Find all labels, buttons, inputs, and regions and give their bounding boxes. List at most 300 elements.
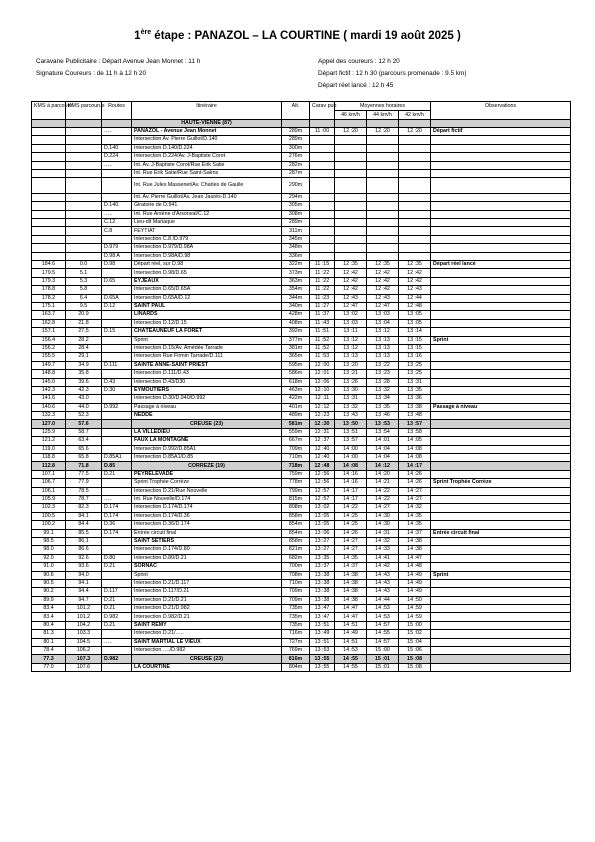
cell-carav bbox=[310, 227, 335, 235]
cell-carav bbox=[310, 244, 335, 252]
cell-observation bbox=[431, 504, 571, 512]
cell-time-46: 13 :57 bbox=[335, 437, 367, 445]
cell-observation bbox=[431, 378, 571, 386]
cell-kms-done: 92.6 bbox=[66, 554, 102, 562]
cell-kms-done: 28.4 bbox=[66, 344, 102, 352]
cell-observation bbox=[431, 244, 571, 252]
cell-alt: 340m bbox=[282, 303, 310, 311]
cell-kms-left: 148.8 bbox=[32, 370, 66, 378]
cell-time-44: 15 :01 bbox=[367, 663, 399, 671]
cell-time-46 bbox=[335, 119, 367, 127]
table-row bbox=[32, 386, 571, 394]
cell-time-44 bbox=[367, 235, 399, 243]
cell-route bbox=[102, 235, 132, 243]
cell-itineraire: SAINT RÉMY bbox=[132, 621, 282, 629]
cell-time-42: 14 :59 bbox=[399, 613, 431, 621]
cell-route bbox=[102, 353, 132, 361]
cell-kms-left: 78.4 bbox=[32, 647, 66, 655]
cell-carav: 13 :53 bbox=[310, 647, 335, 655]
cell-time-44 bbox=[367, 161, 399, 169]
header-routes: Routes bbox=[102, 102, 132, 120]
header-itineraire: Itinéraire bbox=[132, 102, 282, 120]
cell-time-46 bbox=[335, 136, 367, 144]
cell-kms-left bbox=[32, 169, 66, 177]
cell-kms-done: 5.1 bbox=[66, 269, 102, 277]
cell-time-42: 13 :25 bbox=[399, 361, 431, 369]
cell-itineraire: Int. Rue Jules Massenet/Av. Charles de Gaulle bbox=[132, 178, 282, 194]
cell-time-42: 14 :35 bbox=[399, 512, 431, 520]
info-right bbox=[318, 56, 466, 93]
cell-carav: 12 :30 bbox=[310, 420, 335, 428]
cell-time-42 bbox=[399, 252, 431, 260]
cell-time-46: 14 :17 bbox=[335, 495, 367, 503]
cell-kms-left: 92.0 bbox=[32, 554, 66, 562]
cell-carav bbox=[310, 169, 335, 177]
cell-carav: 11 :22 bbox=[310, 269, 335, 277]
cell-route bbox=[102, 336, 132, 344]
cell-alt: 759m bbox=[282, 470, 310, 478]
cell-kms-done: 34.9 bbox=[66, 361, 102, 369]
cell-route: D.140 bbox=[102, 202, 132, 210]
cell-kms-left: 77.3 bbox=[32, 655, 66, 663]
cell-time-42: 14 :27 bbox=[399, 487, 431, 495]
cell-alt: 735m bbox=[282, 621, 310, 629]
cell-route: D.65A bbox=[102, 294, 132, 302]
cell-kms-left: 89.9 bbox=[32, 596, 66, 604]
cell-time-46: 13 :43 bbox=[335, 412, 367, 420]
table-row bbox=[32, 370, 571, 378]
cell-route bbox=[102, 487, 132, 495]
table-row bbox=[32, 529, 571, 537]
cell-observation bbox=[431, 161, 571, 169]
cell-kms-done: 43.0 bbox=[66, 395, 102, 403]
cell-route bbox=[102, 479, 132, 487]
cell-observation: Sprint bbox=[431, 336, 571, 344]
cell-observation bbox=[431, 252, 571, 260]
cell-observation bbox=[431, 470, 571, 478]
cell-observation bbox=[431, 596, 571, 604]
cell-carav: 13 :47 bbox=[310, 605, 335, 613]
cell-carav: 12 :40 bbox=[310, 454, 335, 462]
cell-carav: 13 :05 bbox=[310, 512, 335, 520]
table-row bbox=[32, 178, 571, 194]
cell-kms-done: 42.3 bbox=[66, 386, 102, 394]
cell-kms-left bbox=[32, 136, 66, 144]
cell-kms-done: 104.2 bbox=[66, 621, 102, 629]
cell-itineraire: Int. Rue Nouvelle/D.174 bbox=[132, 495, 282, 503]
cell-time-44: 14 :33 bbox=[367, 546, 399, 554]
table-row bbox=[32, 202, 571, 210]
table-row bbox=[32, 395, 571, 403]
cell-alt: 381m bbox=[282, 344, 310, 352]
header-kms-done: KMS parcourus bbox=[66, 102, 102, 120]
cell-time-46 bbox=[335, 169, 367, 177]
cell-time-44: 14 :21 bbox=[367, 479, 399, 487]
cell-carav: 13 :38 bbox=[310, 596, 335, 604]
cell-carav bbox=[310, 202, 335, 210]
cell-time-42: 15 :08 bbox=[399, 655, 431, 663]
table-row bbox=[32, 470, 571, 478]
cell-kms-done bbox=[66, 202, 102, 210]
cell-kms-left: 90.6 bbox=[32, 571, 66, 579]
cell-alt: 408m bbox=[282, 319, 310, 327]
cell-alt: 422m bbox=[282, 395, 310, 403]
cell-time-44 bbox=[367, 252, 399, 260]
cell-carav: 13 :51 bbox=[310, 638, 335, 646]
cell-route: D.98 bbox=[102, 261, 132, 269]
cell-alt: 682m bbox=[282, 554, 310, 562]
table-row bbox=[32, 244, 571, 252]
cell-time-42: 13 :36 bbox=[399, 395, 431, 403]
cell-alt: 354m bbox=[282, 286, 310, 294]
cell-time-42: 14 :47 bbox=[399, 554, 431, 562]
cell-itineraire: Intersection D.140/D.224 bbox=[132, 144, 282, 152]
cell-observation bbox=[431, 344, 571, 352]
cell-time-46: 14 :27 bbox=[335, 537, 367, 545]
cell-route bbox=[102, 169, 132, 177]
cell-kms-done: 77.9 bbox=[66, 479, 102, 487]
cell-kms-left: 91.0 bbox=[32, 563, 66, 571]
cell-itineraire: Intersection D.174/D.36 bbox=[132, 512, 282, 520]
cell-alt: 336m bbox=[282, 252, 310, 260]
cell-alt: 710m bbox=[282, 579, 310, 587]
cell-kms-done: 63.4 bbox=[66, 437, 102, 445]
cell-time-46: 14 :38 bbox=[335, 579, 367, 587]
cell-kms-left: 106.1 bbox=[32, 487, 66, 495]
cell-kms-left: 83.4 bbox=[32, 605, 66, 613]
cell-time-44: 15 :01 bbox=[367, 655, 399, 663]
cell-kms-left: 107.1 bbox=[32, 470, 66, 478]
cell-alt: 581m bbox=[282, 420, 310, 428]
cell-time-42 bbox=[399, 227, 431, 235]
cell-route: D.21 bbox=[102, 621, 132, 629]
cell-route: D.992 bbox=[102, 403, 132, 411]
cell-itineraire: Intersection D.98A/D.98 bbox=[132, 252, 282, 260]
cell-time-44: 12 :42 bbox=[367, 269, 399, 277]
cell-kms-left: 184.6 bbox=[32, 261, 66, 269]
cell-carav: 13 :51 bbox=[310, 621, 335, 629]
cell-carav: 12 :37 bbox=[310, 437, 335, 445]
cell-route bbox=[102, 370, 132, 378]
cell-route: C.12 bbox=[102, 219, 132, 227]
cell-carav bbox=[310, 252, 335, 260]
cell-route bbox=[102, 571, 132, 579]
cell-itineraire: Lieu-dit Mariaque bbox=[132, 219, 282, 227]
cell-time-44: 14 :30 bbox=[367, 512, 399, 520]
cell-time-44: 13 :35 bbox=[367, 403, 399, 411]
cell-kms-left: 98.0 bbox=[32, 546, 66, 554]
cell-time-46: 14 :27 bbox=[335, 546, 367, 554]
cell-observation: Départ fictif bbox=[431, 127, 571, 135]
cell-itineraire: FAUX LA MONTAGNE bbox=[132, 437, 282, 445]
cell-observation bbox=[431, 235, 571, 243]
cell-route bbox=[102, 311, 132, 319]
table-row bbox=[32, 638, 571, 646]
cell-time-46 bbox=[335, 210, 367, 218]
cell-time-42: 14 :48 bbox=[399, 563, 431, 571]
cell-kms-left: 100.5 bbox=[32, 512, 66, 520]
cell-time-42 bbox=[399, 161, 431, 169]
itinerary-rows bbox=[32, 119, 571, 672]
cell-time-42: 13 :16 bbox=[399, 353, 431, 361]
cell-carav: 11 :52 bbox=[310, 336, 335, 344]
table-row bbox=[32, 303, 571, 311]
cell-kms-done: 35.8 bbox=[66, 370, 102, 378]
cell-time-44 bbox=[367, 136, 399, 144]
caravane-line: Caravane Publicitaire : Départ Avenue Jean Monnet : 11 h bbox=[36, 58, 201, 65]
cell-carav: 13 :37 bbox=[310, 563, 335, 571]
cell-itineraire: Intersection D.21/D.21 bbox=[132, 596, 282, 604]
table-row bbox=[32, 252, 571, 260]
cell-time-46: 14 :22 bbox=[335, 504, 367, 512]
cell-itineraire: SAINT SETIERS bbox=[132, 537, 282, 545]
cell-observation bbox=[431, 136, 571, 144]
cell-carav: 13 :05 bbox=[310, 521, 335, 529]
cell-route: D.85 bbox=[102, 462, 132, 470]
cell-kms-done: 78.5 bbox=[66, 487, 102, 495]
table-row bbox=[32, 269, 571, 277]
cell-alt: 373m bbox=[282, 269, 310, 277]
cell-route bbox=[102, 445, 132, 453]
cell-time-44 bbox=[367, 178, 399, 194]
cell-kms-left bbox=[32, 153, 66, 161]
cell-carav bbox=[310, 193, 335, 201]
cell-kms-left: 156.2 bbox=[32, 344, 66, 352]
cell-route: D.85A1 bbox=[102, 454, 132, 462]
cell-alt: 799m bbox=[282, 487, 310, 495]
cell-kms-left: 162.8 bbox=[32, 319, 66, 327]
cell-route: D.65 bbox=[102, 277, 132, 285]
cell-observation bbox=[431, 647, 571, 655]
cell-time-42: 12 :43 bbox=[399, 286, 431, 294]
cell-kms-done: 28.2 bbox=[66, 336, 102, 344]
cell-observation bbox=[431, 554, 571, 562]
cell-observation bbox=[431, 412, 571, 420]
header-46: 46 km/h bbox=[335, 111, 367, 119]
cell-alt: 289m bbox=[282, 127, 310, 135]
itinerary-table bbox=[31, 101, 571, 672]
cell-itineraire: CREUSE (23) bbox=[132, 655, 282, 663]
cell-time-44: 14 :12 bbox=[367, 462, 399, 470]
cell-observation bbox=[431, 395, 571, 403]
cell-time-46: 14 :35 bbox=[335, 554, 367, 562]
cell-observation bbox=[431, 420, 571, 428]
cell-kms-done bbox=[66, 161, 102, 169]
cell-itineraire: Passage à niveau bbox=[132, 403, 282, 411]
cell-itineraire: Sprint bbox=[132, 336, 282, 344]
cell-kms-left: 175.1 bbox=[32, 303, 66, 311]
cell-observation bbox=[431, 445, 571, 453]
cell-time-44: 14 :44 bbox=[367, 596, 399, 604]
cell-carav: 11 :22 bbox=[310, 286, 335, 294]
cell-time-46: 12 :35 bbox=[335, 261, 367, 269]
cell-alt: 804m bbox=[282, 663, 310, 671]
cell-route bbox=[102, 193, 132, 201]
cell-time-44: 13 :54 bbox=[367, 428, 399, 436]
cell-kms-done: 29.1 bbox=[66, 353, 102, 361]
cell-kms-left bbox=[32, 210, 66, 218]
cell-time-42: 12 :42 bbox=[399, 277, 431, 285]
table-row bbox=[32, 261, 571, 269]
cell-time-42: 14 :17 bbox=[399, 462, 431, 470]
cell-kms-done: 9.5 bbox=[66, 303, 102, 311]
cell-time-44: 13 :12 bbox=[367, 328, 399, 336]
table-row bbox=[32, 554, 571, 562]
cell-kms-done bbox=[66, 219, 102, 227]
cell-route: C.8 bbox=[102, 227, 132, 235]
cell-kms-done: 86.6 bbox=[66, 546, 102, 554]
cell-time-46 bbox=[335, 161, 367, 169]
cell-itineraire: Intersection D.21/Rue Nouvelle bbox=[132, 487, 282, 495]
cell-time-44: 13 :28 bbox=[367, 378, 399, 386]
cell-time-44 bbox=[367, 227, 399, 235]
cell-observation bbox=[431, 428, 571, 436]
cell-kms-left bbox=[32, 119, 66, 127]
cell-time-42: 14 :38 bbox=[399, 537, 431, 545]
cell-time-46: 13 :12 bbox=[335, 344, 367, 352]
cell-time-42: 13 :31 bbox=[399, 378, 431, 386]
cell-observation bbox=[431, 437, 571, 445]
cell-carav bbox=[310, 178, 335, 194]
cell-time-44: 14 :31 bbox=[367, 529, 399, 537]
stage-title: 1ère étape : PANAZOL – LA COURTINE ( mardi 19 août 2025 ) bbox=[134, 29, 461, 42]
cell-observation bbox=[431, 638, 571, 646]
cell-itineraire: Intersection C.8 /D.979 bbox=[132, 235, 282, 243]
cell-time-46: 13 :26 bbox=[335, 378, 367, 386]
cell-itineraire: Sprint bbox=[132, 571, 282, 579]
cell-route bbox=[102, 269, 132, 277]
cell-itineraire: Intersection D.979/D.98A bbox=[132, 244, 282, 252]
cell-time-42: 15 :08 bbox=[399, 663, 431, 671]
cell-alt: 709m bbox=[282, 596, 310, 604]
cell-time-42: 12 :48 bbox=[399, 303, 431, 311]
cell-alt: 667m bbox=[282, 437, 310, 445]
cell-alt: 294m bbox=[282, 193, 310, 201]
table-row bbox=[32, 127, 571, 135]
cell-observation bbox=[431, 144, 571, 152]
cell-time-46: 13 :32 bbox=[335, 403, 367, 411]
cell-time-42: 14 :49 bbox=[399, 571, 431, 579]
cell-itineraire: Intersection D.12/D.15 bbox=[132, 319, 282, 327]
cell-kms-done: 58.7 bbox=[66, 428, 102, 436]
cell-kms-left: 105.9 bbox=[32, 495, 66, 503]
cell-time-46: 14 :53 bbox=[335, 647, 367, 655]
cell-time-42 bbox=[399, 119, 431, 127]
cell-kms-left: 127.0 bbox=[32, 420, 66, 428]
cell-time-44: 13 :32 bbox=[367, 386, 399, 394]
table-row bbox=[32, 630, 571, 638]
cell-kms-left: 118.8 bbox=[32, 454, 66, 462]
cell-kms-done: 86.1 bbox=[66, 537, 102, 545]
cell-itineraire: HAUTE-VIENNE (87) bbox=[132, 119, 282, 127]
cell-itineraire: LA VILLEDIEU bbox=[132, 428, 282, 436]
cell-carav bbox=[310, 136, 335, 144]
cell-time-44: 12 :42 bbox=[367, 286, 399, 294]
cell-itineraire: SAINT MARTIAL LE VIEUX bbox=[132, 638, 282, 646]
header-carav: Carav pub bbox=[310, 102, 335, 120]
cell-carav: 12 :40 bbox=[310, 445, 335, 453]
cell-time-46: 12 :42 bbox=[335, 277, 367, 285]
cell-time-46: 13 :03 bbox=[335, 319, 367, 327]
cell-itineraire: Intersection D.21/D.982 bbox=[132, 605, 282, 613]
cell-kms-done bbox=[66, 210, 102, 218]
cell-kms-left bbox=[32, 127, 66, 135]
cell-itineraire: Départ réel, sur D.98 bbox=[132, 261, 282, 269]
table-row bbox=[32, 437, 571, 445]
cell-route: D.12 bbox=[102, 303, 132, 311]
cell-observation bbox=[431, 353, 571, 361]
cell-kms-left: 112.8 bbox=[32, 462, 66, 470]
cell-time-42 bbox=[399, 153, 431, 161]
cell-time-42 bbox=[399, 178, 431, 194]
cell-time-44: 12 :47 bbox=[367, 303, 399, 311]
cell-time-46: 14 :38 bbox=[335, 571, 367, 579]
table-row bbox=[32, 353, 571, 361]
cell-time-46: 14 :38 bbox=[335, 588, 367, 596]
cell-alt: 716m bbox=[282, 630, 310, 638]
cell-alt: 586m bbox=[282, 370, 310, 378]
cell-time-44: 14 :22 bbox=[367, 495, 399, 503]
cell-time-44: 13 :13 bbox=[367, 344, 399, 352]
cell-itineraire: PEYRELEVADE bbox=[132, 470, 282, 478]
cell-observation bbox=[431, 370, 571, 378]
cell-itineraire: Intersection D.174/D.80 bbox=[132, 546, 282, 554]
cell-carav: 13 :06 bbox=[310, 529, 335, 537]
cell-time-42: 14 :49 bbox=[399, 588, 431, 596]
cell-alt: 311m bbox=[282, 227, 310, 235]
table-row bbox=[32, 336, 571, 344]
cell-alt: 308m bbox=[282, 210, 310, 218]
cell-itineraire: SAINT PAUL bbox=[132, 303, 282, 311]
cell-observation bbox=[431, 328, 571, 336]
cell-time-46: 13 :50 bbox=[335, 420, 367, 428]
cell-time-42: 13 :14 bbox=[399, 328, 431, 336]
cell-carav: 13 :38 bbox=[310, 579, 335, 587]
cell-time-42 bbox=[399, 244, 431, 252]
cell-kms-left bbox=[32, 202, 66, 210]
cell-carav: 12 :57 bbox=[310, 495, 335, 503]
table-row bbox=[32, 579, 571, 587]
cell-time-44: 14 :55 bbox=[367, 630, 399, 638]
table-row bbox=[32, 235, 571, 243]
cell-time-42: 14 :59 bbox=[399, 605, 431, 613]
cell-alt: 392m bbox=[282, 328, 310, 336]
cell-route: ….. bbox=[102, 638, 132, 646]
cell-carav: 13 :35 bbox=[310, 554, 335, 562]
cell-carav bbox=[310, 153, 335, 161]
cell-time-44 bbox=[367, 153, 399, 161]
cell-carav: 12 :23 bbox=[310, 412, 335, 420]
cell-carav: 11 :37 bbox=[310, 311, 335, 319]
cell-observation bbox=[431, 277, 571, 285]
cell-time-44: 13 :23 bbox=[367, 370, 399, 378]
cell-alt bbox=[282, 119, 310, 127]
cell-route: D.21 bbox=[102, 605, 132, 613]
cell-kms-left: 178.2 bbox=[32, 294, 66, 302]
table-row bbox=[32, 445, 571, 453]
cell-kms-left bbox=[32, 178, 66, 194]
cell-carav bbox=[310, 219, 335, 227]
cell-time-46: 12 :42 bbox=[335, 286, 367, 294]
cell-time-42: 14 :49 bbox=[399, 579, 431, 587]
cell-time-42: 14 :26 bbox=[399, 470, 431, 478]
cell-route: ….. bbox=[102, 161, 132, 169]
cell-time-44: 12 :20 bbox=[367, 127, 399, 135]
cell-observation: Départ réel lancé bbox=[431, 261, 571, 269]
table-row bbox=[32, 286, 571, 294]
cell-kms-done: 78.7 bbox=[66, 495, 102, 503]
cell-observation bbox=[431, 311, 571, 319]
